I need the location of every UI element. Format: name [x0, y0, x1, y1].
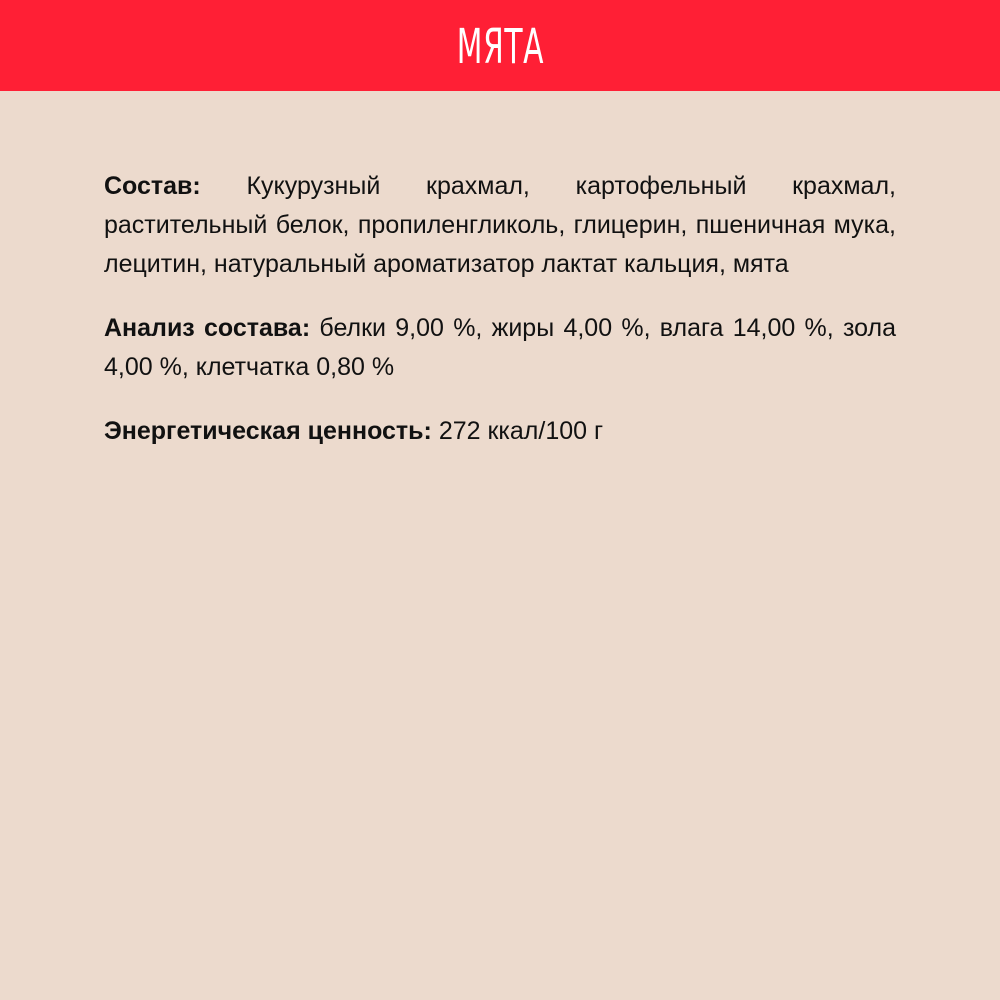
- composition-paragraph: [104, 167, 896, 284]
- analysis-label: Анализ состава:: [104, 314, 311, 342]
- product-info: [104, 167, 896, 451]
- energy-text: 272 ккал/100 г: [438, 417, 604, 445]
- header-banner: [0, 0, 1000, 91]
- energy-paragraph: [104, 412, 896, 451]
- composition-text: Кукурузный крахмал, картофельный крахмал, растительный белок, пропиленгликоль, глицерин, пшеничная мука, лецитин, натуральный ароматизатор лактат кальция, мята: [104, 172, 896, 278]
- page-title: МЯТА: [456, 18, 544, 75]
- analysis-paragraph: [104, 309, 896, 387]
- analysis-text: белки 9,00 %, жиры 4,00 %, влага 14,00 %, зола 4,00 %, клетчатка 0,80 %: [104, 314, 896, 381]
- energy-label: Энергетическая ценность:: [104, 417, 432, 445]
- composition-label: Состав:: [104, 172, 201, 200]
